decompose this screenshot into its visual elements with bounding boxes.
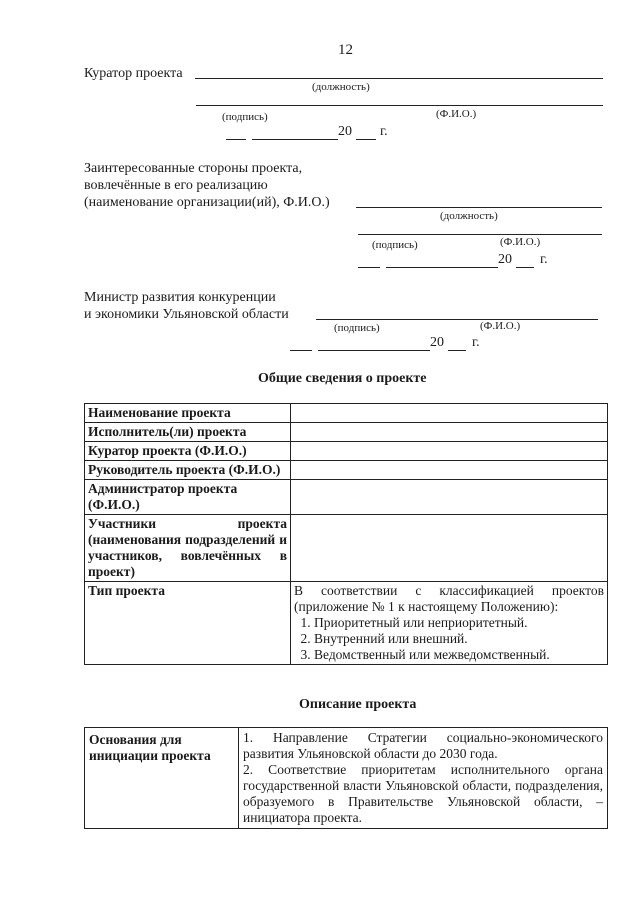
minister-signature-caption: (подпись) <box>334 322 380 334</box>
stakeholders-position-line <box>356 207 602 208</box>
row-label: Наименование проекта <box>85 404 291 423</box>
minister-year-line <box>448 350 466 351</box>
minister-day-line <box>290 350 312 351</box>
curator-date-g: г. <box>380 124 388 139</box>
stakeholders-date-g: г. <box>540 252 548 267</box>
minister-line-2: и экономики Ульяновской области <box>84 307 289 322</box>
table-row <box>85 442 608 461</box>
general-section-title: Общие сведения о проекте <box>258 371 427 386</box>
curator-position-caption: (должность) <box>312 81 370 93</box>
row-value <box>239 728 608 829</box>
minister-name-caption: (Ф.И.О.) <box>480 320 521 332</box>
curator-day-line <box>226 139 246 140</box>
minister-date-g: г. <box>472 335 480 350</box>
initiation-basis-1: 1. Направление Стратегии социально-экономического развития Ульяновской области до 2030 года. <box>243 730 603 761</box>
minister-line-1: Министр развития конкуренции <box>84 290 276 305</box>
minister-month-line <box>318 350 430 351</box>
curator-signature-line <box>196 105 603 106</box>
row-label: Администратор проекта (Ф.И.О.) <box>85 480 291 515</box>
curator-position-line <box>195 78 603 79</box>
row-value <box>291 461 608 480</box>
table-row <box>85 728 608 829</box>
page-number: 12 <box>338 42 353 58</box>
row-label: Основания для инициации проекта <box>85 728 239 829</box>
stakeholders-line-1: Заинтересованные стороны проекта, <box>84 161 303 176</box>
stakeholders-year-line <box>516 267 534 268</box>
stakeholders-line-2: вовлечённые в его реализацию <box>84 178 268 193</box>
curator-month-line <box>252 139 338 140</box>
stakeholders-line-3: (наименование организации(ий), Ф.И.О.) <box>84 195 330 210</box>
row-value <box>291 404 608 423</box>
curator-signature-caption: (подпись) <box>222 111 268 123</box>
general-info-table <box>84 403 608 665</box>
initiation-basis-2: 2. Соответствие приоритетам исполнительного органа государственной власти Ульяновской области, подразделения, образуемого в Правительстве Ульяновской области, – инициатора проекта. <box>243 762 603 825</box>
row-label: Исполнитель(ли) проекта <box>85 423 291 442</box>
row-value <box>291 423 608 442</box>
stakeholders-signature-caption: (подпись) <box>372 239 418 251</box>
minister-signature-line <box>316 319 598 320</box>
row-value <box>291 442 608 461</box>
curator-label: Куратор проекта <box>84 66 183 81</box>
table-row <box>85 582 608 665</box>
curator-date-year: 20 <box>338 124 352 139</box>
stakeholders-signature-line <box>358 234 602 235</box>
row-value <box>291 480 608 515</box>
table-row <box>85 480 608 515</box>
stakeholders-position-caption: (должность) <box>440 210 498 222</box>
curator-year-line <box>356 139 376 140</box>
description-section-title: Описание проекта <box>299 697 417 712</box>
project-type-cell <box>291 582 608 665</box>
list-item: 3. Ведомственный или межведомственный. <box>314 647 604 663</box>
minister-date-year: 20 <box>430 335 444 350</box>
row-label: Тип проекта <box>85 582 291 665</box>
table-row <box>85 423 608 442</box>
row-label: Участники проекта (наименования подразделений и участников, вовлечённых в проект) <box>85 515 291 582</box>
description-table <box>84 727 608 829</box>
project-type-intro: В соответствии с классификацией проектов (приложение № 1 к настоящему Положению): <box>294 583 604 614</box>
list-item: 1. Приоритетный или неприоритетный. <box>314 615 604 631</box>
table-row <box>85 404 608 423</box>
row-value <box>291 515 608 582</box>
project-type-list <box>294 615 604 663</box>
table-row <box>85 461 608 480</box>
table-row <box>85 515 608 582</box>
stakeholders-day-line <box>358 267 380 268</box>
row-label: Куратор проекта (Ф.И.О.) <box>85 442 291 461</box>
stakeholders-name-caption: (Ф.И.О.) <box>500 236 541 248</box>
row-label: Руководитель проекта (Ф.И.О.) <box>85 461 291 480</box>
list-item: 2. Внутренний или внешний. <box>314 631 604 647</box>
stakeholders-date-year: 20 <box>498 252 512 267</box>
curator-name-caption: (Ф.И.О.) <box>436 108 477 120</box>
stakeholders-month-line <box>386 267 498 268</box>
